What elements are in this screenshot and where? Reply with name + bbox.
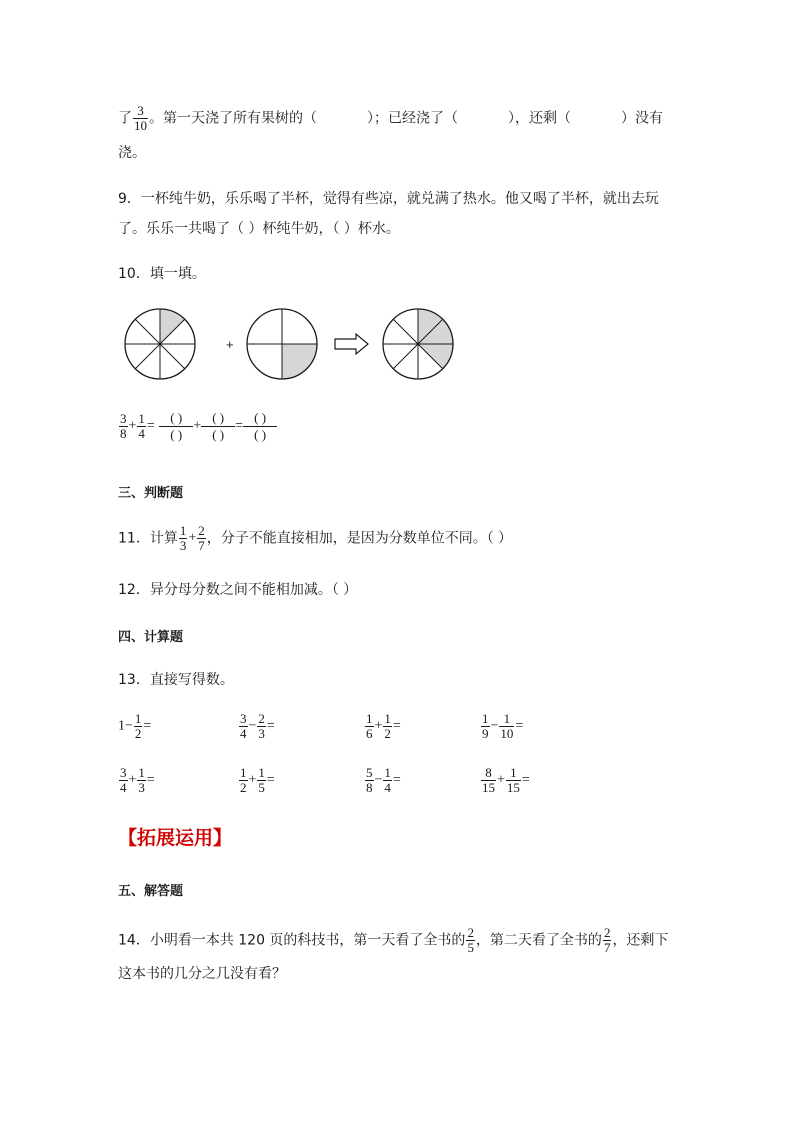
calc-1-1: 1− $\frac{1}{2}$ = [118,711,152,741]
calc-1-4: $\frac{1}{9}$ − $\frac{1}{10}$ = [482,711,524,741]
q8-prefix: 了 [118,110,132,127]
section-3-title: 三、判断题 [118,486,184,501]
q10-title: 10．填一填。 [118,266,206,282]
q14-line1: 14．小明看一本共 120 页的科技书，第一天看了全书的 $\frac{2}{5}$ ，第二天看了全书的 $\frac{2}{7}$ ，还剩下 [118,925,669,955]
fraction-3-10: $\frac{3}{10}$ [134,103,147,133]
q8-line2: 浇。 [118,145,146,161]
blank-fraction-3[interactable]: ( ) ( ) [243,410,277,443]
q14-line2: 这本书的几分之几没有看？ [118,966,286,982]
fraction-1-3: $\frac{1}{3}$ [179,523,187,553]
calc-1-2: $\frac{3}{4}$ − $\frac{2}{3}$ = [240,711,275,741]
q13-title: 13．直接写得数。 [118,672,234,688]
fraction-circles-diagram [118,300,468,390]
calc-2-4: $\frac{8}{15}$ + $\frac{1}{15}$ = [482,765,530,795]
section-5-title: 五、解答题 [118,884,184,899]
q8-line1: 了 $\frac{3}{10}$ 。第一天浇了所有果树的（ ）；已经浇了（ ），还剩（ ）没有 [118,103,663,133]
blank-fraction-1[interactable]: ( ) ( ) [159,410,193,443]
q9-line2: 了。乐乐一共喝了（ ）杯纯牛奶，（ ）杯水。 [118,221,400,237]
fraction-2-7: $\frac{2}{7}$ [198,523,205,553]
calc-2-3: $\frac{5}{8}$ − $\frac{1}{4}$ = [366,765,401,795]
fraction-1-4: $\frac{1}{4}$ [138,411,145,441]
circle-quarters [247,309,317,379]
fraction-2-7b: $\frac{2}{7}$ [603,925,611,955]
right-arrow-icon [335,334,368,354]
calc-2-1: $\frac{3}{4}$ + $\frac{1}{3}$ = [120,765,155,795]
calc-2-2: $\frac{1}{2}$ + $\frac{1}{5}$ = [240,765,275,795]
blank-fraction-2[interactable]: ( ) ( ) [201,410,235,443]
plus-sign: + [226,337,234,352]
section-4-title: 四、计算题 [118,630,184,645]
q12: 12．异分母分数之间不能相加减。（ ） [118,582,358,598]
q9-line1: 9．一杯纯牛奶，乐乐喝了半杯，觉得有些凉，就兑满了热水。他又喝了半杯，就出去玩 [118,191,659,207]
circle-eighths-left [125,309,195,379]
fraction-3-8: $\frac{3}{8}$ [120,411,127,441]
q10-equation: $\frac{3}{8}$ + $\frac{1}{4}$ = ( ) ( ) + ( ) ( ) = ( ) ( ) [118,410,277,443]
circle-eighths-result [383,309,453,379]
calc-1-3: $\frac{1}{6}$ + $\frac{1}{2}$ = [366,711,401,741]
fraction-2-5: $\frac{2}{5}$ [467,925,474,955]
extension-section-heading: 【拓展运用】 [118,827,233,849]
q11: 11．计算 $\frac{1}{3}$ + $\frac{2}{7}$ ，分子不能直接相加，是因为分数单位不同。（ ） [118,523,513,553]
